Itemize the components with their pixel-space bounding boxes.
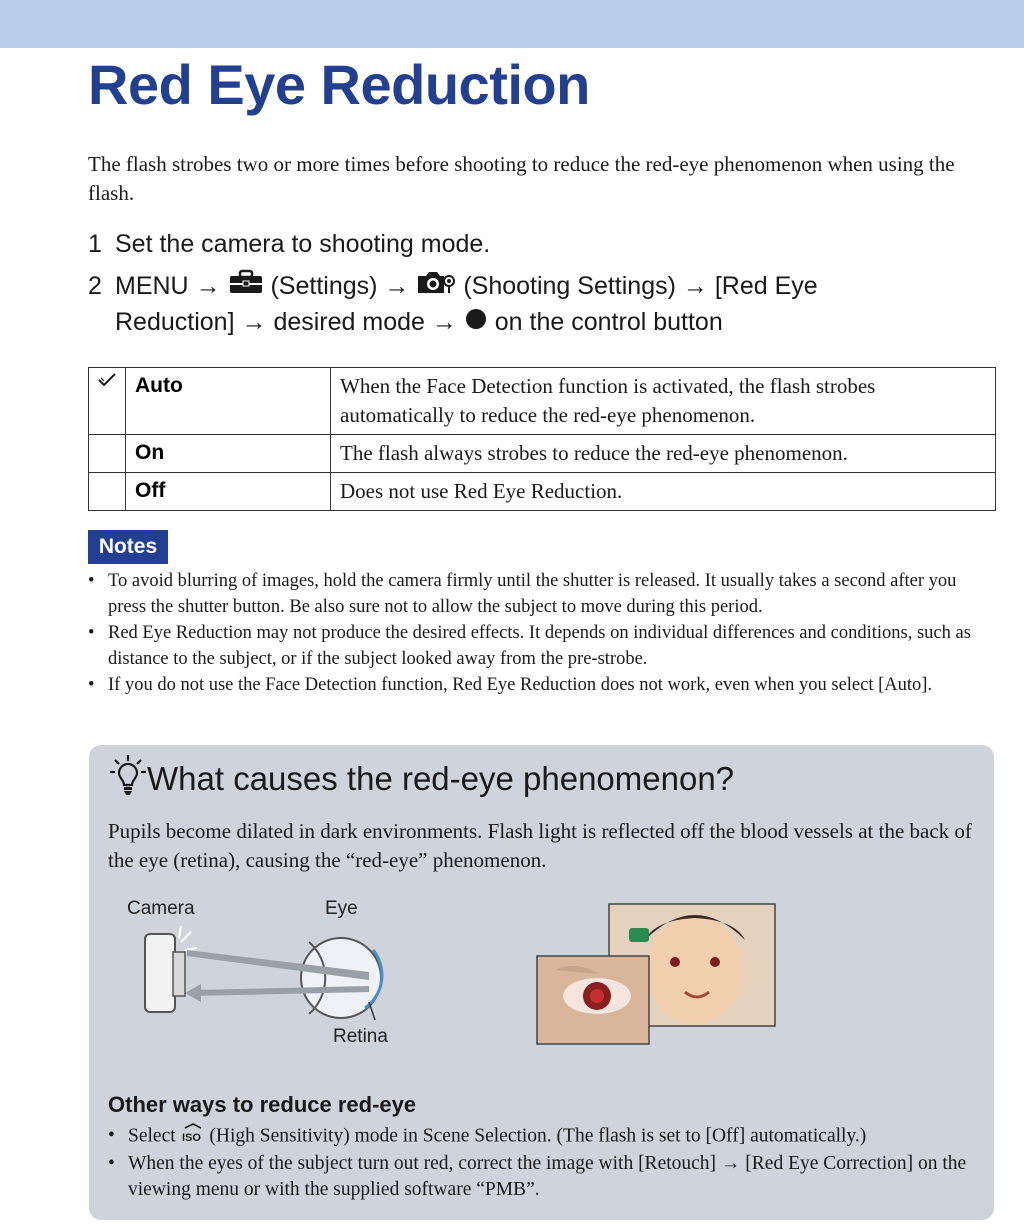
red-eye-text: [Red Eye [714,272,818,300]
list-item: • Red Eye Reduction may not produce the desired effects. It depends on individual differences and conditions, such as distance to the subject, or if the subject looked away from the pre-strobe. [88,620,993,672]
other-ways-list [108,1123,978,1203]
default-marker [89,435,126,473]
menu-text: MENU [115,272,189,300]
tip-title-text: What causes the red-eye phenomenon? [147,760,735,798]
retina-label: Retina [333,1026,388,1047]
mode-name: Off [126,473,331,511]
arrow: → [384,272,410,300]
list-item: • If you do not use the Face Detection function, Red Eye Reduction does not work, even when you select [Auto]. [88,672,993,698]
notes-list [88,568,993,698]
list-item-text: Select [128,1125,176,1147]
mode-name: On [126,435,331,473]
shooting-settings-camera-icon [416,269,456,305]
step-number: 2 [88,272,102,300]
svg-text:ISO: ISO [181,1132,201,1143]
arrow: → [195,272,221,300]
lightbulb-tip-icon [109,753,147,810]
step-text: Set the camera to shooting mode. [115,230,491,258]
tip-box [89,745,994,1220]
control-button-text: on the control button [494,308,723,337]
settings-toolbox-icon [228,269,264,305]
notes-label: Notes [88,530,168,564]
desired-mode-text: desired mode [273,308,425,337]
mode-description: The flash always strobes to reduce the red-eye phenomenon. [331,435,996,473]
table-row [89,473,996,511]
eye-label: Eye [325,898,358,919]
step-1 [88,227,490,262]
step-number: 1 [88,230,102,258]
mode-table [88,367,996,511]
camera-label: Camera [127,898,195,919]
table-row [89,435,996,473]
list-item [108,1123,978,1151]
arrow: → [241,308,267,337]
step-2 [88,269,998,341]
checkmark-icon [97,372,117,388]
arrow: → [682,272,708,300]
tip-text: Pupils become dilated in dark environments. Flash light is reflected off the blood vessels at the back of the eye (retina), causing the “red-eye” phenomenon. [108,819,972,872]
default-marker [89,473,126,511]
red-eye-text-2: Reduction] [115,308,235,337]
tip-title [109,753,734,810]
other-ways-heading: Other ways to reduce red-eye [108,1092,417,1117]
page-title: Red Eye Reduction [88,53,590,116]
high-sensitivity-iso-icon [181,1123,205,1151]
settings-text: (Settings) [270,272,378,300]
mode-name: Auto [126,368,331,435]
camera-drawing [145,926,197,1012]
control-button-center-icon [464,306,488,341]
red-eye-photos [535,900,785,1050]
list-item: • When the eyes of the subject turn out red, correct the image with [Retouch] → [Red Eye Correction] on the viewing menu or with the supplied software “PMB”. [108,1151,978,1203]
intro-text: The flash strobes two or more times before shooting to reduce the red-eye phenomenon when using the flash. [88,152,955,205]
header-bar [0,0,1024,48]
shooting-settings-text: (Shooting Settings) [463,272,676,300]
list-item: • To avoid blurring of images, hold the camera firmly until the shutter is released. It usually takes a second after you press the shutter button. Be also sure not to allow the subject to move during this period. [88,568,993,620]
list-item-text: (High Sensitivity) mode in Scene Selection. (The flash is set to [Off] automatically.) [209,1125,867,1147]
red-eye-diagram [119,890,419,1050]
eye-drawing [301,938,382,1020]
arrow: → [431,308,457,337]
mode-description: Does not use Red Eye Reduction. [331,473,996,511]
mode-description: When the Face Detection function is activated, the flash strobes automatically to reduce the red-eye phenomenon. [331,368,996,435]
table-row [89,368,996,435]
default-marker [89,368,126,435]
